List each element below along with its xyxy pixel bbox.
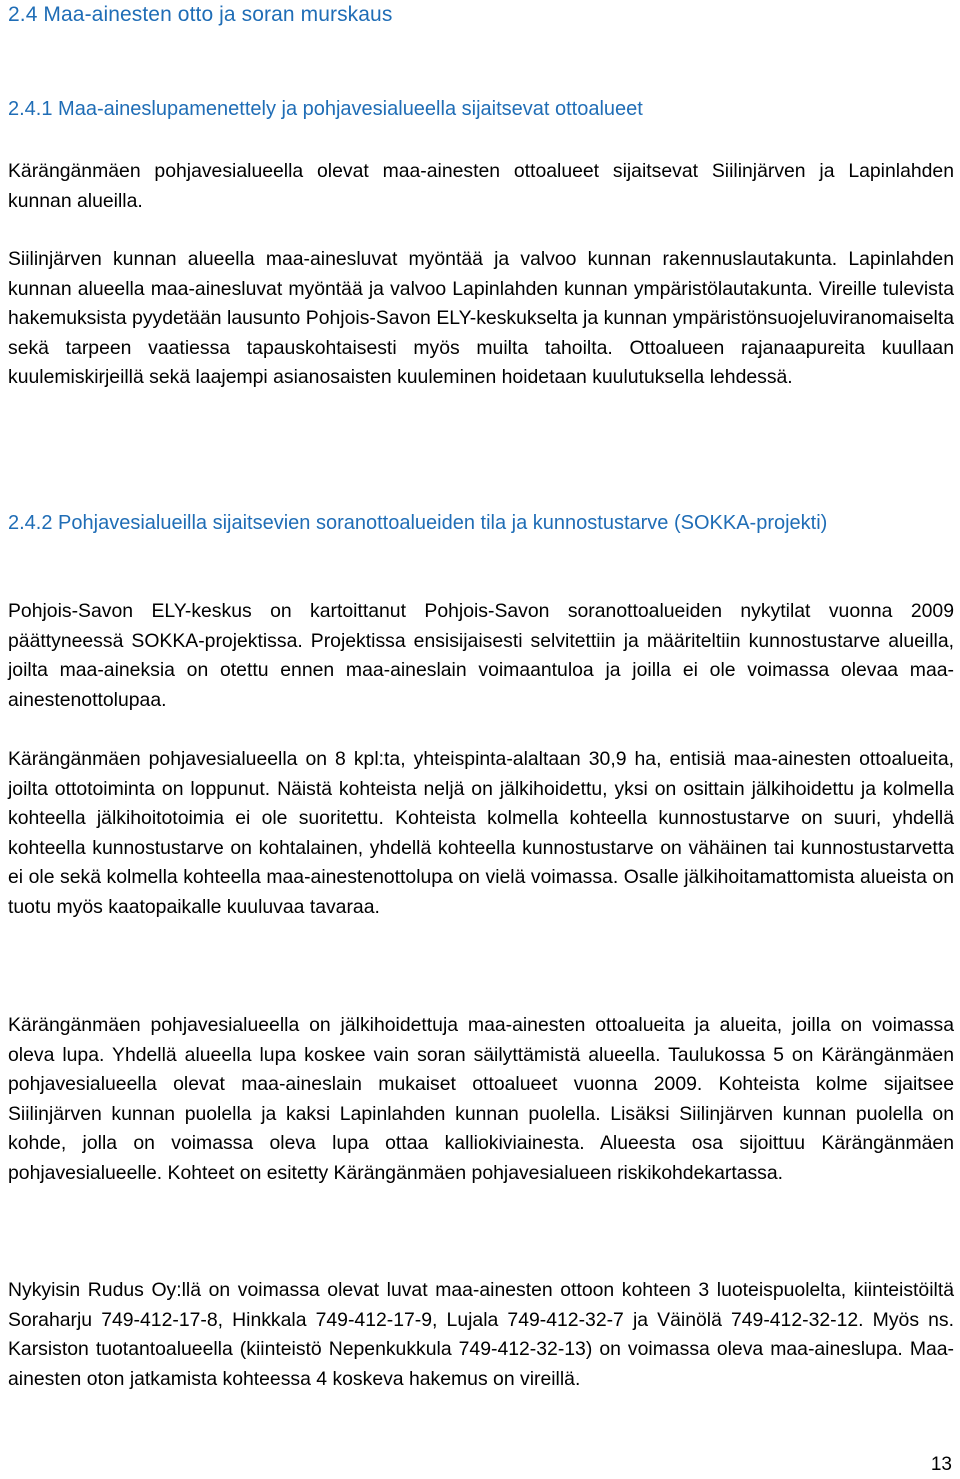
paragraph: Kärängänmäen pohjavesialueella on 8 kpl:ta, yhteispinta-alaltaan 30,9 ha, entisiä maa-ainesten ottoalueita, joilta ottotoiminta on loppunut. Näistä kohteista neljä on jälkihoidettu, yksi on osittain jälkihoidettu ja kolmella kohteella jälkihoitotoimia ei ole suoritettu. Kohteista kolmella kohteella kunnostustarve on suuri, yhdellä kohteella kunnostustarve on kohtalainen, yhdellä kohteella kunnostustarve on vähäinen tai kunnostustarvetta ei ole sekä kolmella kohteella maa-ainestenottolupa on vielä voimassa. Osalle jälkihoitamattomista alueista on tuotu myös kaatopaikalle kuuluvaa tavaraa.	[8, 748, 954, 918]
paragraph: Siilinjärven kunnan alueella maa-ainesluvat myöntää ja valvoo kunnan rakennuslautakunta. Lapinlahden kunnan alueella maa-ainesluvat myöntää ja valvoo Lapinlahden kunnan ympäristölautakunta. Vireille tulevista hakemuksista pyydetään lausunto Pohjois-Savon ELY-keskukselta ja kunnan ympäristönsuojeluviranomaiselta sekä tarpeen vaatiessa tapauskohtaisesti myös muilta tahoilta. Ottoalueen rajanaapureita kuullaan kuulemiskirjeillä sekä laajempi asianosaisten kuuleminen hoidetaan kuulutuksella lehdessä.	[8, 248, 954, 388]
subsection-heading-2-4-2: 2.4.2 Pohjavesialueilla sijaitsevien soranottoalueiden tila ja kunnostustarve (SOKKA-projekti)	[8, 512, 828, 534]
paragraph: Nykyisin Rudus Oy:llä on voimassa olevat luvat maa-ainesten ottoon kohteen 3 luoteispuolelta, kiinteistöiltä Soraharju 749-412-17-8, Hinkkala 749-412-17-9, Lujala 749-412-32-7 ja Väinölä 749-412-32-12. Myös ns. Karsiston tuotantoalueella (kiinteistö Nepenkukkula 749-412-32-13) on voimassa oleva maa-aineslupa. Maa-ainesten oton jatkamista kohteessa 4 koskeva hakemus on vireillä.	[8, 1279, 954, 1390]
page-number: 13	[930, 1454, 952, 1475]
paragraph: Kärängänmäen pohjavesialueella olevat maa-ainesten ottoalueet sijaitsevat Siilinjärven ja Lapinlahden kunnan alueilla.	[8, 160, 954, 212]
paragraph: Pohjois-Savon ELY-keskus on kartoittanut Pohjois-Savon soranottoalueiden nykytilat vuonna 2009 päättyneessä SOKKA-projektissa. Projektissa ensisijaisesti selvitettiin ja määriteltiin kunnostustarve alueilla, joilta maa-aineksia on otettu ennen maa-aineslain voimaantuloa ja joilla ei ole voimassa olevaa maa-ainestenottolupaa.	[8, 600, 954, 711]
section-heading: 2.4 Maa-ainesten otto ja soran murskaus	[8, 3, 393, 26]
subsection-heading-2-4-1: 2.4.1 Maa-aineslupamenettely ja pohjavesialueella sijaitsevat ottoalueet	[8, 98, 643, 120]
paragraph: Kärängänmäen pohjavesialueella on jälkihoidettuja maa-ainesten ottoalueita ja alueita, joilla on voimassa oleva lupa. Yhdellä alueella lupa koskee vain soran säilyttämistä alueella. Taulukossa 5 on Kärängänmäen pohjavesialueella olevat maa-aineslain mukaiset ottoalueet vuonna 2009. Kohteista kolme sijaitsee Siilinjärven kunnan puolella ja kaksi Lapinlahden kunnan puolella. Lisäksi Siilinjärven kunnan puolella on kohde, jolla on voimassa oleva lupa ottaa kalliokiviainesta. Alueesta osa sijoittuu Kärängänmäen pohjavesialueelle. Kohteet on esitetty Kärängänmäen pohjavesialueen riskikohdekartassa.	[8, 1014, 954, 1184]
